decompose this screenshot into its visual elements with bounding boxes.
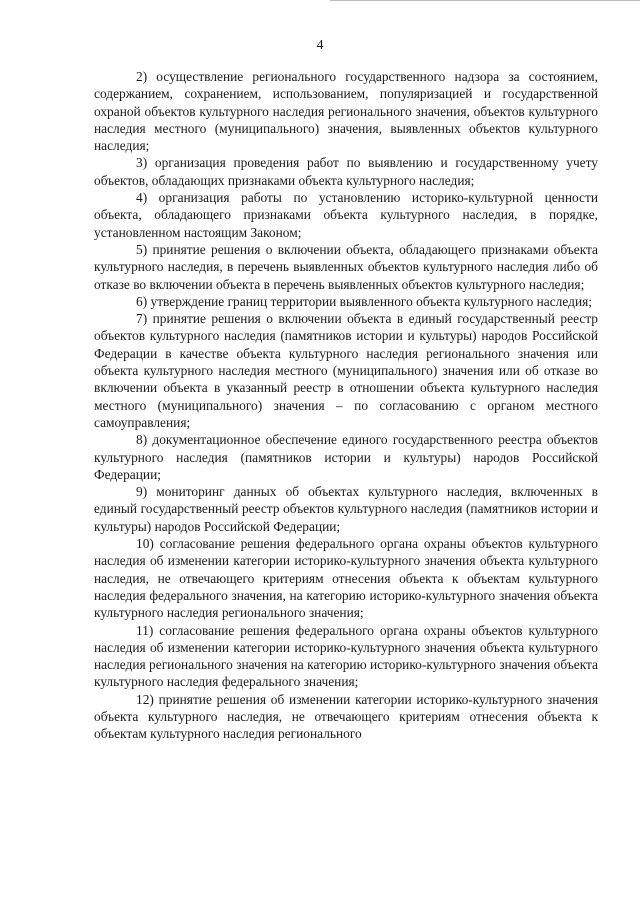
list-item-4: 4) организация работы по установлению историко-культурной ценности объекта, обладающего признаками объекта культурного наследия, в порядке, установленном настоящим Законом; (94, 190, 598, 240)
list-item-8: 8) документационное обеспечение единого государственного реестра объектов культурного наследия (памятников истории и культуры) народов Российской Федерации; (94, 432, 598, 482)
list-item-6: 6) утверждение границ территории выявленного объекта культурного наследия; (136, 293, 592, 309)
list-item-5: 5) принятие решения о включении объекта, обладающего признаками объекта культурного наследия, в перечень выявленных объектов культурного наследия либо об отказе во включении объекта в перечень выявленных объектов культурного наследия; (94, 241, 598, 292)
list-item-3: 3) организация проведения работ по выявлению и государственному учету объектов, обладающих признаками объекта культурного наследия; (94, 155, 598, 188)
list-item-10: 10) согласование решения федерального органа охраны объектов культурного наследия об изменении категории историко-культурного значения объекта культурного наследия, не отвечающего критериям отнесения объекта к объектам культурного наследия федерального значения, на категорию историко-культурного значения объекта культурного наследия регионального значения; (94, 536, 598, 621)
list-item-11: 11) согласование решения федерального органа охраны объектов культурного наследия об изменении категории историко-культурного значения объекта культурного наследия регионального значения на категорию историко-культурного значения объекта культурного наследия федерального значения; (94, 622, 598, 690)
list-item-9: 9) мониторинг данных об объектах культурного наследия, включенных в единый государственный реестр объектов культурного наследия (памятников истории и культуры) народов Российской Федерации; (94, 484, 598, 534)
scan-top-edge-line (330, 0, 640, 1)
list-item-2: 2) осуществление регионального государственного надзора за состоянием, содержанием, сохранением, использованием, популяризацией и государственной охраной объектов культурного наследия регионального значения, объектов культурного наследия местного (муниципального) значения, выявленных объектов культурного наследия; (94, 69, 598, 154)
list-item-12: 12) принятие решения об изменении категории историко-культурного значения объекта культурного наследия, не отвечающего критериям отнесения объекта к объектам культурного наследия регионального (94, 691, 598, 742)
list-item-7: 7) принятие решения о включении объекта в единый государственный реестр объектов культурного наследия (памятников истории и культуры) народов Российской Федерации в качестве объекта культурного наследия регионального значения или объекта культурного наследия местного (муниципального) значения или об отказе во включении объекта в указанный реестр в отношении объекта культурного наследия местного (муниципального) значения – по согласованию с органом местного самоуправления; (94, 311, 598, 430)
document-body (94, 68, 598, 743)
page-number: 4 (316, 38, 324, 53)
